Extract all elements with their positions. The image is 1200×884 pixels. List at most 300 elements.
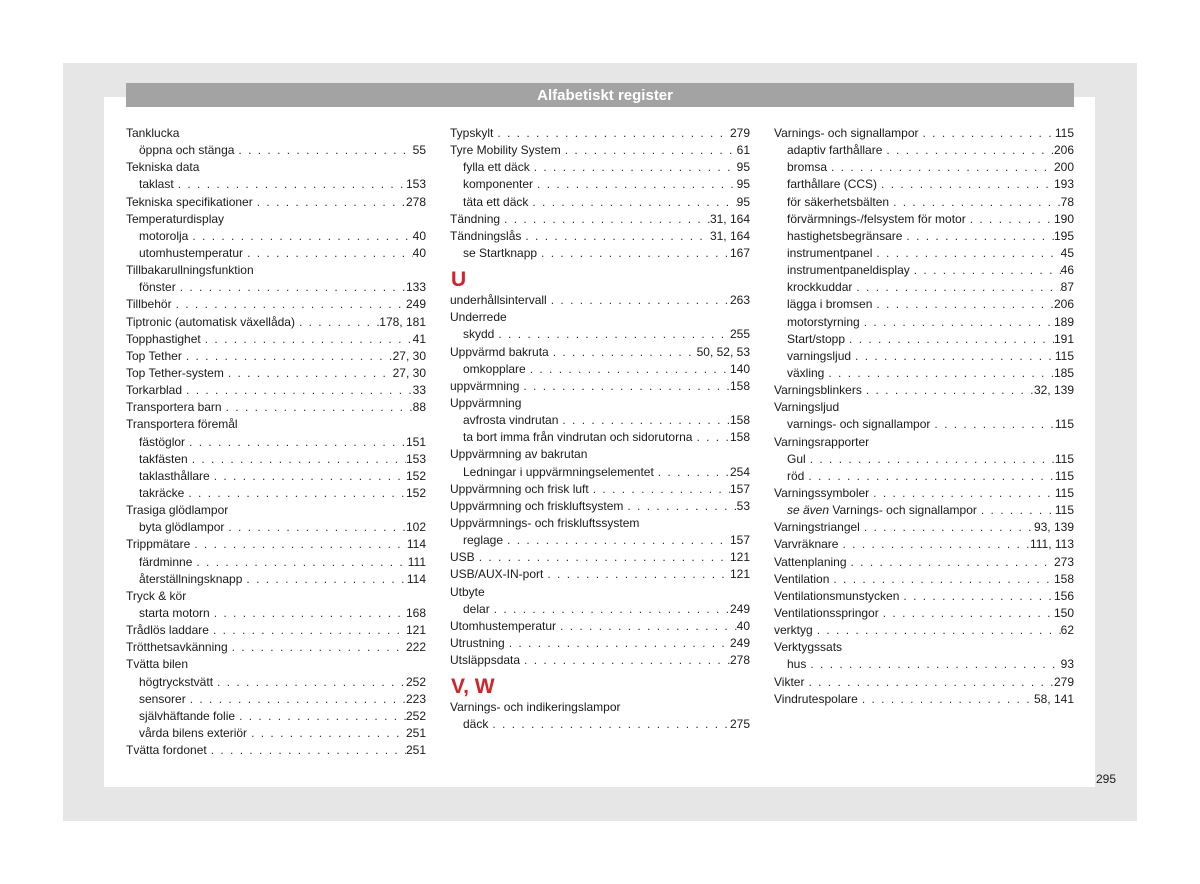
index-term: utomhustemperatur [139,245,244,260]
index-term: för säkerhetsbälten [787,194,890,209]
index-entry [126,588,426,605]
index-entry [450,125,750,142]
index-subentry [450,429,750,446]
page-reference: 222 [405,640,426,655]
page-reference: 152 [405,468,426,483]
dot-leader [543,566,730,583]
index-term: Uppvärmd bakruta [450,344,549,359]
index-entry [126,416,426,433]
index-term: Verktygssats [774,640,843,655]
index-term: återställningsknapp [139,571,243,586]
index-term: Ledningar i uppvärmningselementet [463,464,654,479]
page-reference: 152 [405,485,426,500]
dot-leader [182,382,413,399]
index-subentry [774,468,1074,485]
dot-leader [242,571,406,588]
page-reference: 114 [406,537,426,552]
index-term: Uppvärmnings- och friskluftssystem [450,515,640,530]
page-reference: 189 [1053,314,1074,329]
page-reference: 251 [405,743,426,758]
index-entry [126,622,426,639]
dot-leader [847,554,1054,571]
index-entry [450,481,750,498]
index-subentry [774,228,1074,245]
dot-leader [228,639,406,656]
dot-leader [882,142,1054,159]
page-reference: 251 [405,725,426,740]
index-subentry [774,245,1074,262]
index-subentry [774,502,1074,519]
dot-leader [210,468,406,485]
page-reference: 158 [1053,571,1074,586]
page-reference: 167 [729,245,750,260]
page-reference: 58, 141 [1033,691,1074,706]
index-subentry [126,725,426,742]
dot-leader [224,519,406,536]
dot-leader [813,622,1061,639]
index-letter-heading: V, W [451,675,495,699]
dot-leader [910,262,1061,279]
index-term: Tillbakarullningsfunktion [126,263,254,278]
index-subentry [774,451,1074,468]
index-entry [450,699,750,716]
page-reference: 114 [406,571,426,586]
dot-leader [174,176,406,193]
index-entry [450,446,750,463]
dot-leader [201,331,413,348]
page-reference: 78 [1060,194,1074,209]
dot-leader [804,468,1055,485]
page-reference: 153 [405,451,426,466]
page-reference: 115 [1054,503,1074,518]
index-entry [774,674,1074,691]
index-term: Varnings- och signallampor [774,126,919,140]
dot-leader [503,532,730,549]
index-subentry [126,554,426,571]
dot-leader [862,382,1034,399]
index-term: Trådlös laddare [126,623,209,638]
page-reference: 121 [729,567,750,582]
index-term: Top Tether [126,348,182,363]
index-term: täta ett däck [463,194,529,209]
dot-leader [475,549,730,566]
dot-leader [488,716,730,733]
index-term: färdminne [139,554,193,569]
page-reference: 263 [729,293,750,308]
dot-leader [851,348,1055,365]
dot-leader [186,691,406,708]
index-term: fylla ett däck [463,160,530,175]
page-reference: 115 [1054,348,1074,363]
index-entry [126,348,426,365]
index-term: Uppvärmning och frisk luft [450,481,589,496]
index-entry [774,125,1074,142]
dot-leader [519,378,730,395]
index-subentry [774,279,1074,296]
dot-leader [845,331,1054,348]
dot-leader [549,344,697,361]
index-term: Start/stopp [787,331,846,346]
page-reference: 115 [1054,417,1074,432]
index-term: Tiptronic (automatisk växellåda) [126,314,295,329]
index-entry [450,228,750,245]
index-term: varningsljud [787,348,852,363]
page-reference: 158 [729,413,750,428]
index-subentry [126,691,426,708]
index-term: sensorer [139,691,186,706]
page-reference: 87 [1060,280,1074,295]
page-reference: 115 [1054,451,1074,466]
index-entry [450,142,750,159]
index-subentry [126,605,426,622]
page-reference: 254 [729,464,750,479]
dot-leader [537,245,730,262]
page-reference: 41 [412,331,426,346]
index-entry [774,485,1074,502]
page-reference: 50, 52, 53 [696,344,750,359]
index-term: Uppvärmning av bakrutan [450,447,588,462]
index-subentry [126,674,426,691]
index-term: Trötthetsavkänning [126,640,228,655]
index-subentry [450,716,750,733]
index-term: Varningstriangel [774,520,860,535]
dot-leader [860,314,1054,331]
dot-leader [827,159,1054,176]
index-entry [450,652,750,669]
dot-leader [224,365,393,382]
index-entry [450,292,750,309]
dot-leader [692,429,730,446]
index-entry [126,365,426,382]
index-entry [774,536,1074,553]
page-number: 295 [1096,772,1117,786]
page-reference: 278 [405,194,426,209]
dot-leader [558,412,730,429]
dot-leader [872,296,1054,313]
index-term: instrumentpanel [787,245,873,260]
dot-leader [806,656,1060,673]
index-term: Transportera barn [126,400,222,415]
page-reference: 32, 139 [1033,383,1074,398]
index-term: varnings- och signallampor [787,417,931,432]
index-term: reglage [463,533,504,548]
index-subentry [126,519,426,536]
page-reference: 115 [1054,485,1074,500]
page-reference: 115 [1054,468,1074,483]
index-entry [774,588,1074,605]
index-term: växling [787,365,825,380]
page-reference: 133 [405,280,426,295]
page-reference: 156 [1053,588,1074,603]
index-entry [126,331,426,348]
dot-leader [589,481,730,498]
page-reference: 31, 164 [709,211,750,226]
index-subentry [774,194,1074,211]
index-term: Tyre Mobility System [450,143,561,158]
dot-leader [806,451,1055,468]
index-term: motorolja [139,228,189,243]
index-term: öppna och stänga [139,143,235,158]
dot-leader [860,519,1034,536]
index-entry [126,399,426,416]
page-reference: 40 [412,245,426,260]
index-entry [774,622,1074,639]
index-entry [450,378,750,395]
page-reference: 111 [407,554,426,569]
index-subentry [126,708,426,725]
dot-leader [209,622,406,639]
dot-leader [879,605,1054,622]
index-term: Tryck & kör [126,588,187,603]
dot-leader [490,601,730,618]
index-entry [774,554,1074,571]
index-entry [774,434,1074,451]
index-subentry [126,228,426,245]
index-subentry [450,194,750,211]
index-entry [450,635,750,652]
index-term: röd [787,468,805,483]
index-subentry [126,468,426,485]
index-term: Tvätta bilen [126,657,189,672]
index-entry [126,159,426,176]
index-term: Varnings- och indikeringslampor [450,700,621,715]
index-term: instrumentpaneldisplay [787,263,910,278]
index-subentry [774,176,1074,193]
index-subentry [450,361,750,378]
index-term: takfästen [139,451,188,466]
dot-leader [528,194,736,211]
dot-leader [530,159,737,176]
index-term: hus [787,657,807,672]
index-term: Varvräknare [774,537,839,552]
dot-leader [247,725,406,742]
index-entry [126,211,426,228]
dot-leader [176,279,406,296]
index-term: bromsa [787,160,828,175]
index-term: Utomhustemperatur [450,618,557,633]
dot-leader [838,536,1029,553]
page-reference: 158 [729,378,750,393]
index-term: komponenter [463,177,534,192]
dot-leader [623,498,736,515]
dot-leader [804,674,1054,691]
index-entry [126,536,426,553]
index-term: Varningssymboler [774,485,870,500]
index-entry [774,399,1074,416]
index-subentry [450,176,750,193]
index-subentry [126,142,426,159]
dot-leader [977,502,1055,519]
index-term: däck [463,717,489,732]
index-term: ta bort imma från vindrutan och sidorutorna [463,430,693,445]
index-column-3 [774,125,1074,708]
page-reference: 273 [1053,554,1074,569]
index-subentry [774,348,1074,365]
index-term: Tändning [450,211,501,226]
index-subentry [126,279,426,296]
index-term: farthållare (CCS) [787,177,878,192]
dot-leader [852,279,1060,296]
index-entry [774,382,1074,399]
page-reference: 279 [729,126,750,140]
index-entry [126,194,426,211]
page-reference: 46 [1060,263,1074,278]
index-term: Utrustning [450,635,505,650]
index-subentry [126,571,426,588]
index-term: Varningsrapporter [774,434,870,449]
page-reference: 55 [412,143,426,158]
page-reference: 157 [729,481,750,496]
index-term: Transportera föremål [126,417,238,432]
page-reference: 255 [729,327,750,342]
page-reference: 153 [405,177,426,192]
dot-leader [207,742,406,759]
dot-leader [872,245,1060,262]
page-reference: 252 [405,674,426,689]
index-subentry [126,485,426,502]
page-reference: 62 [1060,623,1074,638]
page-reference: 95 [736,160,750,175]
dot-leader [561,142,737,159]
page-reference: 206 [1053,143,1074,158]
index-term: Typskylt [450,126,494,140]
page-reference: 223 [405,691,426,706]
page-reference: 61 [736,143,750,158]
index-entry [774,605,1074,622]
index-term: Vikter [774,674,805,689]
page-reference: 27, 30 [392,365,426,380]
index-term: Temperaturdisplay [126,211,225,226]
index-subentry [774,314,1074,331]
page-reference: 252 [405,708,426,723]
index-term: Torkarblad [126,383,183,398]
dot-leader [877,176,1054,193]
index-subentry [774,142,1074,159]
index-term: Trippmätare [126,537,191,552]
page-reference: 27, 30 [392,348,426,363]
index-subentry [126,451,426,468]
index-subentry [126,245,426,262]
index-entry [774,519,1074,536]
index-subentry [450,532,750,549]
page-reference: 185 [1053,365,1074,380]
index-subentry [774,331,1074,348]
page-reference: 93, 139 [1033,520,1074,535]
page-reference: 200 [1053,160,1074,175]
index-entry [126,314,426,331]
index-entry [126,125,426,142]
index-entry [450,566,750,583]
index-term: takräcke [139,485,185,500]
index-entry [126,656,426,673]
index-letter-heading: U [451,268,467,292]
index-subentry [450,601,750,618]
index-term: se Startknapp [463,245,538,260]
index-term: hastighetsbegränsare [787,228,903,243]
dot-leader [505,635,730,652]
page-reference: 279 [1053,674,1074,689]
index-entry [126,296,426,313]
index-term: Top Tether-system [126,365,224,380]
index-term: Vattenplaning [774,554,847,569]
page-reference: 193 [1053,177,1074,192]
page-reference: 115 [1054,126,1074,140]
index-subentry [126,176,426,193]
dot-leader [547,292,730,309]
dot-leader [889,194,1061,211]
index-entry [450,211,750,228]
index-term: taklast [139,177,174,192]
index-term: förvärmnings-/felsystem för motor [787,211,966,226]
dot-leader [213,674,406,691]
dot-leader [556,618,737,635]
page-reference: 278 [729,653,750,668]
page-reference: 195 [1053,228,1074,243]
index-term: Tekniska data [126,160,200,175]
index-term: Ventilation [774,571,830,586]
index-term: delar [463,601,490,616]
index-subentry [774,656,1074,673]
dot-leader [235,708,406,725]
dot-leader [210,605,406,622]
page-reference: 249 [405,297,426,312]
dot-leader [829,571,1054,588]
index-term: starta motorn [139,605,210,620]
index-entry [126,502,426,519]
page-reference: 178, 181 [379,314,426,329]
page-reference: 95 [736,177,750,192]
index-entry [450,584,750,601]
dot-leader [654,464,730,481]
index-subentry [450,326,750,343]
index-entry [774,571,1074,588]
index-entry [774,639,1074,656]
page-title: Alfabetiskt register [126,83,1074,107]
index-entry [126,262,426,279]
page-reference: 168 [405,605,426,620]
index-term: Tekniska specifikationer [126,194,253,209]
index-term: Topphastighet [126,331,201,346]
dot-leader [899,588,1054,605]
index-term: Varnings- och signallampor [832,503,977,518]
dot-leader [533,176,737,193]
page-reference: 206 [1053,297,1074,312]
index-subentry [774,365,1074,382]
index-term: motorstyrning [787,314,860,329]
page-reference: 191 [1053,331,1074,346]
index-term: uppvärmning [450,378,520,393]
index-term: Varningsblinkers [774,383,862,398]
dot-leader [190,536,407,553]
page-reference: 45 [1060,245,1074,260]
page-reference: 53 [736,498,750,513]
index-entry [126,639,426,656]
index-term: Underrede [450,310,507,325]
index-term: krockkuddar [787,280,853,295]
dot-leader [188,451,406,468]
dot-leader [188,228,412,245]
page-reference: 140 [729,361,750,376]
index-subentry [450,245,750,262]
index-subentry [774,159,1074,176]
index-column-1 [126,125,426,759]
index-entry [450,309,750,326]
index-term: Vindrutespolare [774,691,858,706]
index-subentry [450,412,750,429]
dot-leader [919,125,1055,142]
index-entry [450,549,750,566]
page-reference: 102 [405,520,426,535]
